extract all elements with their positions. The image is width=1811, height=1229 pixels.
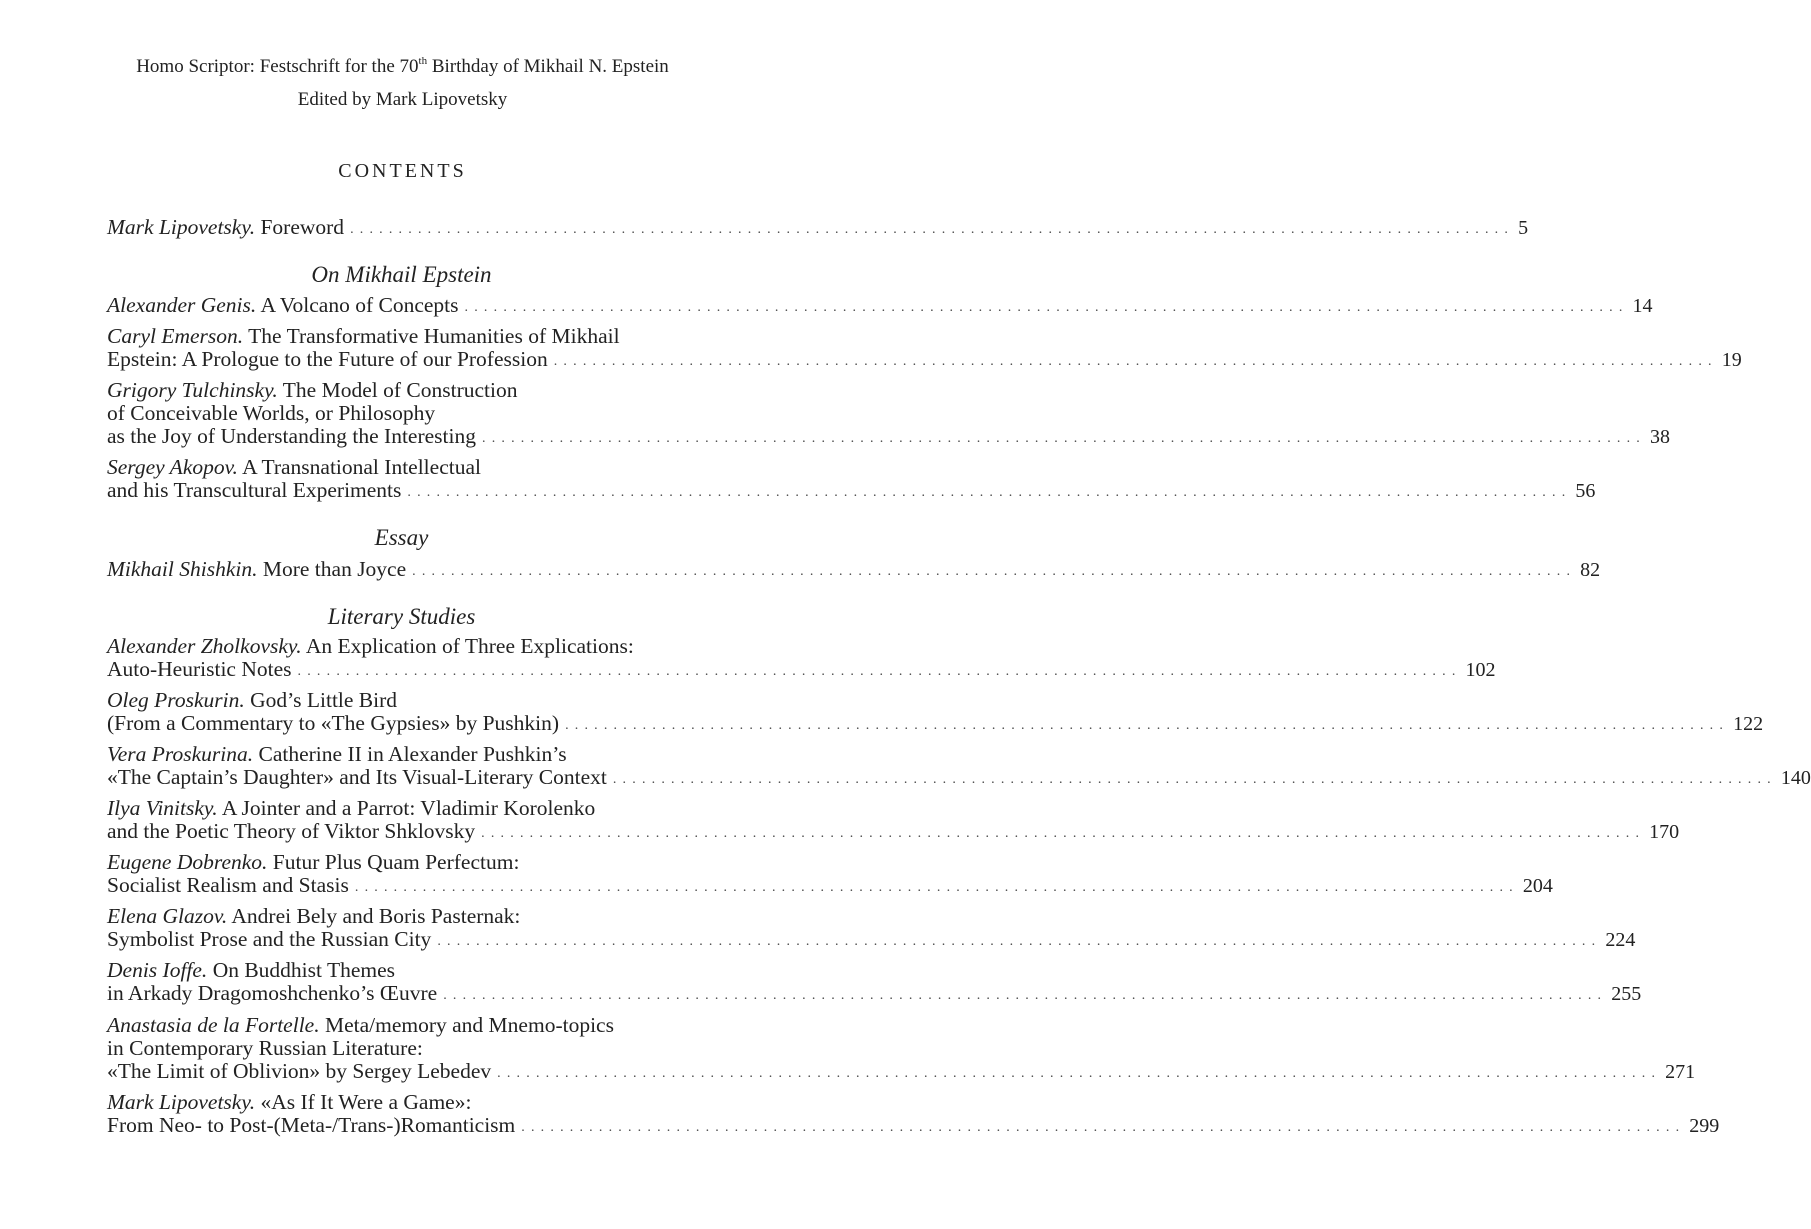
toc-entry[interactable] [107, 215, 1529, 239]
entry-title: «As If It Were a Game»: [255, 1090, 472, 1114]
contents-heading: CONTENTS [338, 160, 467, 182]
toc-entry-line [107, 325, 696, 348]
toc-entry[interactable] [107, 293, 1653, 317]
toc-entry-line [107, 927, 1636, 951]
entry-title: A Transnational Intellectual [237, 455, 481, 479]
entry-title: A Volcano of Concepts [256, 293, 459, 317]
toc-entry-line [107, 819, 1680, 843]
toc-entry-line [107, 851, 696, 874]
toc-entry-line [107, 402, 696, 425]
entry-author: Eugene Dobrenko. [107, 850, 268, 874]
entry-page-number: 170 [1649, 821, 1680, 843]
entry-page-number: 102 [1465, 659, 1496, 681]
entry-title-continued: From Neo- to Post-(Meta-/Trans-)Romanticism [107, 1113, 516, 1137]
toc-entry-line [107, 743, 696, 766]
entry-author: Mark Lipovetsky. [107, 215, 256, 239]
dot-leader: ........................................................................................................................ [297, 664, 1462, 679]
dot-leader: ........................................................................................................................ [443, 988, 1608, 1003]
toc-entry-line [107, 959, 696, 982]
dot-leader: ........................................................................................................................ [481, 826, 1646, 841]
dot-leader: ........................................................................................................................ [407, 485, 1572, 500]
toc-entry-line [107, 379, 696, 402]
entry-page-number: 255 [1611, 983, 1642, 1005]
entry-page-number: 140 [1780, 767, 1811, 789]
entry-page-number: 38 [1650, 426, 1670, 448]
entry-author: Grigory Tulchinsky. [107, 378, 278, 402]
entry-author: Oleg Proskurin. [107, 688, 245, 712]
entry-title-continued: Symbolist Prose and the Russian City [107, 927, 432, 951]
entry-title-continued: Epstein: A Prologue to the Future of our Profession [107, 347, 548, 371]
entry-title: On Buddhist Themes [207, 958, 396, 982]
dot-leader: ........................................................................................................................ [612, 772, 1777, 787]
dot-leader: ........................................................................................................................ [482, 431, 1646, 446]
toc-entry-line [107, 635, 696, 658]
toc-entry-line [107, 215, 1529, 239]
entry-title-continued: «The Limit of Oblivion» by Sergey Lebedev [107, 1059, 492, 1083]
entry-author: Alexander Genis. [107, 293, 257, 317]
entry-page-number: 5 [1518, 217, 1529, 239]
entry-author: Mark Lipovetsky. [107, 1090, 256, 1114]
toc-entry[interactable] [107, 378, 1670, 448]
dot-leader: ........................................................................................................................ [521, 1120, 1686, 1135]
entry-author: Sergey Akopov. [107, 455, 238, 479]
toc-entry-line [107, 905, 696, 928]
entry-title: Catherine II in Alexander Pushkin’s [253, 742, 567, 766]
dot-leader: ........................................................................................................................ [350, 222, 1515, 237]
entry-title: The Transformative Humanities of Mikhail [243, 324, 620, 348]
entry-title: An Explication of Three Explications: [301, 634, 634, 658]
toc-entry-line [107, 478, 1596, 502]
entry-title: More than Joyce [257, 557, 407, 581]
toc-entry-line [107, 689, 696, 712]
entry-author: Caryl Emerson. [107, 324, 244, 348]
entry-title: Andrei Bely and Boris Pasternak: [227, 904, 521, 928]
toc-entry[interactable] [107, 557, 1601, 581]
entry-title: God’s Little Bird [244, 688, 398, 712]
toc-entry-line [107, 981, 1642, 1005]
toc-entry[interactable] [107, 796, 1680, 843]
entry-page-number: 82 [1580, 559, 1601, 581]
toc-entry-line [107, 711, 1764, 735]
toc-entry-line [107, 1091, 696, 1114]
section-heading: Literary Studies [327, 604, 476, 629]
entry-title-continued: in Arkady Dragomoshchenko’s Œuvre [107, 981, 438, 1005]
dot-leader: ........................................................................................................................ [565, 718, 1730, 733]
dot-leader: ........................................................................................................................ [464, 300, 1629, 315]
toc-entry-line [107, 1014, 696, 1037]
entry-page-number: 271 [1665, 1061, 1696, 1083]
entry-title: Foreword [255, 215, 345, 239]
toc-entry-line [107, 797, 696, 820]
toc-entry[interactable] [107, 688, 1764, 735]
entry-page-number: 224 [1605, 929, 1636, 951]
entry-title-continued: of Conceivable Worlds, or Philosophy [107, 401, 436, 425]
entry-title: Futur Plus Quam Perfectum: [267, 850, 520, 874]
toc-entry[interactable] [107, 904, 1636, 951]
entry-author: Alexander Zholkovsky. [107, 634, 302, 658]
entry-page-number: 19 [1721, 349, 1742, 371]
entry-title: A Jointer and a Parrot: Vladimir Korolenko [217, 796, 596, 820]
book-title-superscript: th [418, 55, 428, 67]
entry-author: Anastasia de la Fortelle. [107, 1013, 320, 1037]
toc-entry[interactable] [107, 958, 1642, 1005]
toc-entry[interactable] [107, 634, 1496, 681]
editor-line: Edited by Mark Lipovetsky [297, 89, 508, 110]
toc-entry-line [107, 557, 1601, 581]
entry-author: Elena Glazov. [107, 904, 228, 928]
entry-page-number: 299 [1689, 1115, 1720, 1137]
dot-leader: ........................................................................................................................ [354, 880, 1519, 895]
entry-author: Vera Proskurina. [107, 742, 254, 766]
dot-leader: ........................................................................................................................ [412, 564, 1577, 579]
toc-entry-line [107, 765, 1811, 789]
entry-title-continued: «The Captain’s Daughter» and Its Visual-Literary Context [107, 765, 607, 789]
toc-entry-line [107, 424, 1670, 448]
entry-title-continued: in Contemporary Russian Literature: [107, 1036, 423, 1060]
entry-page-number: 56 [1575, 480, 1596, 502]
toc-entry[interactable] [107, 1090, 1720, 1137]
toc-entry-line [107, 456, 696, 479]
toc-entry[interactable] [107, 850, 1553, 897]
book-title-prefix: Homo Scriptor: Festschrift for the 70 [136, 56, 419, 77]
section-heading: Essay [374, 525, 429, 550]
entry-author: Denis Ioffe. [107, 958, 208, 982]
dot-leader: ........................................................................................................................ [553, 354, 1718, 369]
toc-entry-line [107, 1059, 1696, 1083]
entry-title: Meta/memory and Mnemo-topics [319, 1013, 614, 1037]
toc-entry[interactable] [107, 324, 1742, 371]
entry-title-continued: and his Transcultural Experiments [107, 478, 402, 502]
toc-entry-line [107, 1113, 1720, 1137]
toc-list [107, 0, 1811, 1229]
entry-page-number: 122 [1733, 713, 1764, 735]
toc-entry[interactable] [107, 455, 1596, 502]
section-heading: On Mikhail Epstein [311, 262, 492, 287]
toc-entry-line [107, 657, 1496, 681]
toc-entry[interactable] [107, 1013, 1696, 1083]
entry-title: The Model of Construction [277, 378, 518, 402]
toc-entry[interactable] [107, 742, 1811, 789]
entry-page-number: 204 [1522, 875, 1553, 897]
dot-leader: ........................................................................................................................ [437, 934, 1602, 949]
book-title-suffix: Birthday of Mikhail N. Epstein [427, 56, 669, 77]
entry-title-continued: and the Poetic Theory of Viktor Shklovsky [107, 819, 476, 843]
entry-title-continued: (From a Commentary to «The Gypsies» by Pushkin) [107, 711, 560, 735]
toc-entry-line [107, 293, 1653, 317]
entry-author: Ilya Vinitsky. [107, 796, 218, 820]
entry-title-continued: Auto-Heuristic Notes [107, 657, 292, 681]
dot-leader: ........................................................................................................................ [497, 1066, 1662, 1081]
entry-page-number: 14 [1632, 295, 1653, 317]
toc-entry-line [107, 873, 1553, 897]
toc-entry-line [107, 1037, 696, 1060]
entry-title-continued: Socialist Realism and Stasis [107, 873, 349, 897]
entry-title-continued: as the Joy of Understanding the Interesting [107, 424, 476, 448]
toc-entry-line [107, 347, 1742, 371]
entry-author: Mikhail Shishkin. [107, 557, 258, 581]
